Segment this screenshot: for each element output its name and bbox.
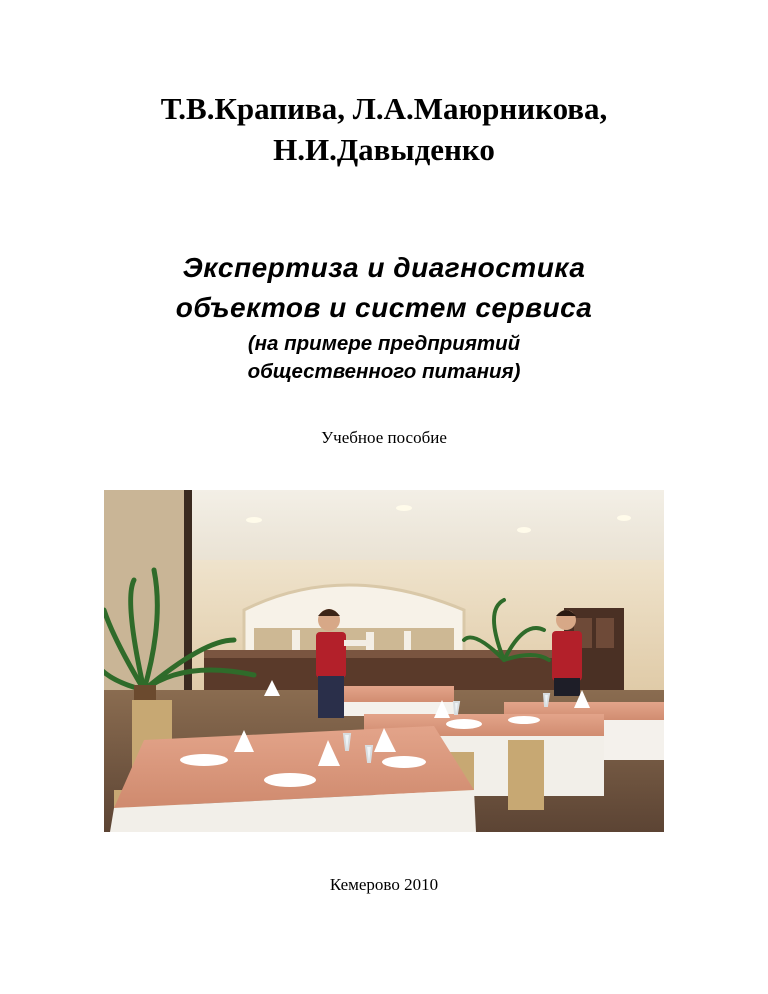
document-type: Учебное пособие <box>321 428 447 447</box>
restaurant-photo <box>104 490 664 832</box>
authors-line-1: Т.В.Крапива, Л.А.Маюрникова, <box>160 91 608 126</box>
book-title <box>0 248 768 328</box>
authors-line-2: Н.И.Давыденко <box>273 132 495 167</box>
book-title-line-2: объектов и систем сервиса <box>175 292 593 323</box>
book-title-line-1: Экспертиза и диагностика <box>182 252 586 283</box>
authors <box>0 88 768 170</box>
book-subtitle <box>0 330 768 386</box>
book-subtitle-line-1: (на примере предприятий <box>247 332 521 355</box>
place-and-year: Кемерово 2010 <box>329 875 439 894</box>
book-subtitle-line-2: общественного питания) <box>247 360 521 383</box>
